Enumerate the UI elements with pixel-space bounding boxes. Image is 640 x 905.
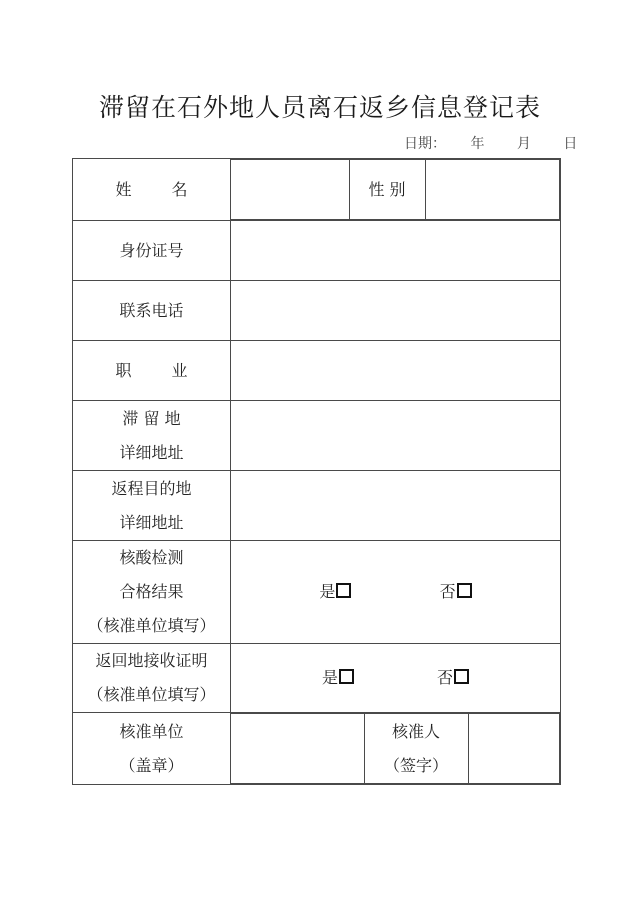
gender-input[interactable] — [425, 160, 560, 220]
checkbox-icon[interactable] — [339, 669, 354, 684]
approver-label: 核准人 （签字） — [364, 714, 468, 784]
name-input[interactable] — [231, 160, 349, 220]
registration-table — [72, 158, 561, 785]
row-return-receipt — [73, 644, 561, 713]
return-receipt-options — [231, 644, 561, 713]
date-month: 月 — [516, 136, 531, 152]
row-destination-address — [73, 471, 561, 541]
checkbox-icon[interactable] — [336, 583, 351, 598]
row-nucleic-test — [73, 541, 561, 644]
nucleic-test-label: 核酸检测 合格结果 （核准单位填写） — [73, 541, 231, 644]
approval-unit-stamp-area[interactable] — [231, 714, 364, 784]
row-name — [73, 159, 561, 221]
nucleic-test-yes[interactable]: 是 — [280, 575, 390, 609]
phone-label: 联系电话 — [73, 281, 231, 341]
stay-address-label: 滞 留 地 详细地址 — [73, 401, 231, 471]
nucleic-test-options — [231, 541, 561, 644]
destination-address-input[interactable] — [231, 471, 561, 541]
phone-input[interactable] — [231, 281, 561, 341]
form-title: 滞留在石外地人员离石返乡信息登记表 — [98, 93, 541, 122]
row-approval — [73, 713, 561, 785]
return-receipt-yes[interactable]: 是 — [283, 661, 393, 695]
id-number-label: 身份证号 — [73, 221, 231, 281]
checkbox-icon[interactable] — [457, 583, 472, 598]
row-phone — [73, 281, 561, 341]
row-id-number — [73, 221, 561, 281]
approver-signature-area[interactable] — [468, 714, 560, 784]
row-stay-address — [73, 401, 561, 471]
return-receipt-label: 返回地接收证明 （核准单位填写） — [73, 644, 231, 713]
nucleic-test-no[interactable]: 否 — [401, 575, 511, 609]
date-label: 日期： — [404, 136, 446, 152]
destination-address-label: 返程目的地 详细地址 — [73, 471, 231, 541]
name-label: 姓 名 — [73, 159, 231, 221]
return-receipt-no[interactable]: 否 — [398, 661, 508, 695]
occupation-label: 职 业 — [73, 341, 231, 401]
approval-unit-label: 核准单位 （盖章） — [73, 713, 231, 785]
stay-address-input[interactable] — [231, 401, 561, 471]
row-occupation — [73, 341, 561, 401]
occupation-input[interactable] — [231, 341, 561, 401]
checkbox-icon[interactable] — [454, 669, 469, 684]
id-number-input[interactable] — [231, 221, 561, 281]
date-year: 年 — [470, 136, 485, 152]
date-day: 日 — [563, 136, 578, 152]
gender-label: 性 别 — [349, 160, 425, 220]
date-line — [404, 133, 577, 153]
